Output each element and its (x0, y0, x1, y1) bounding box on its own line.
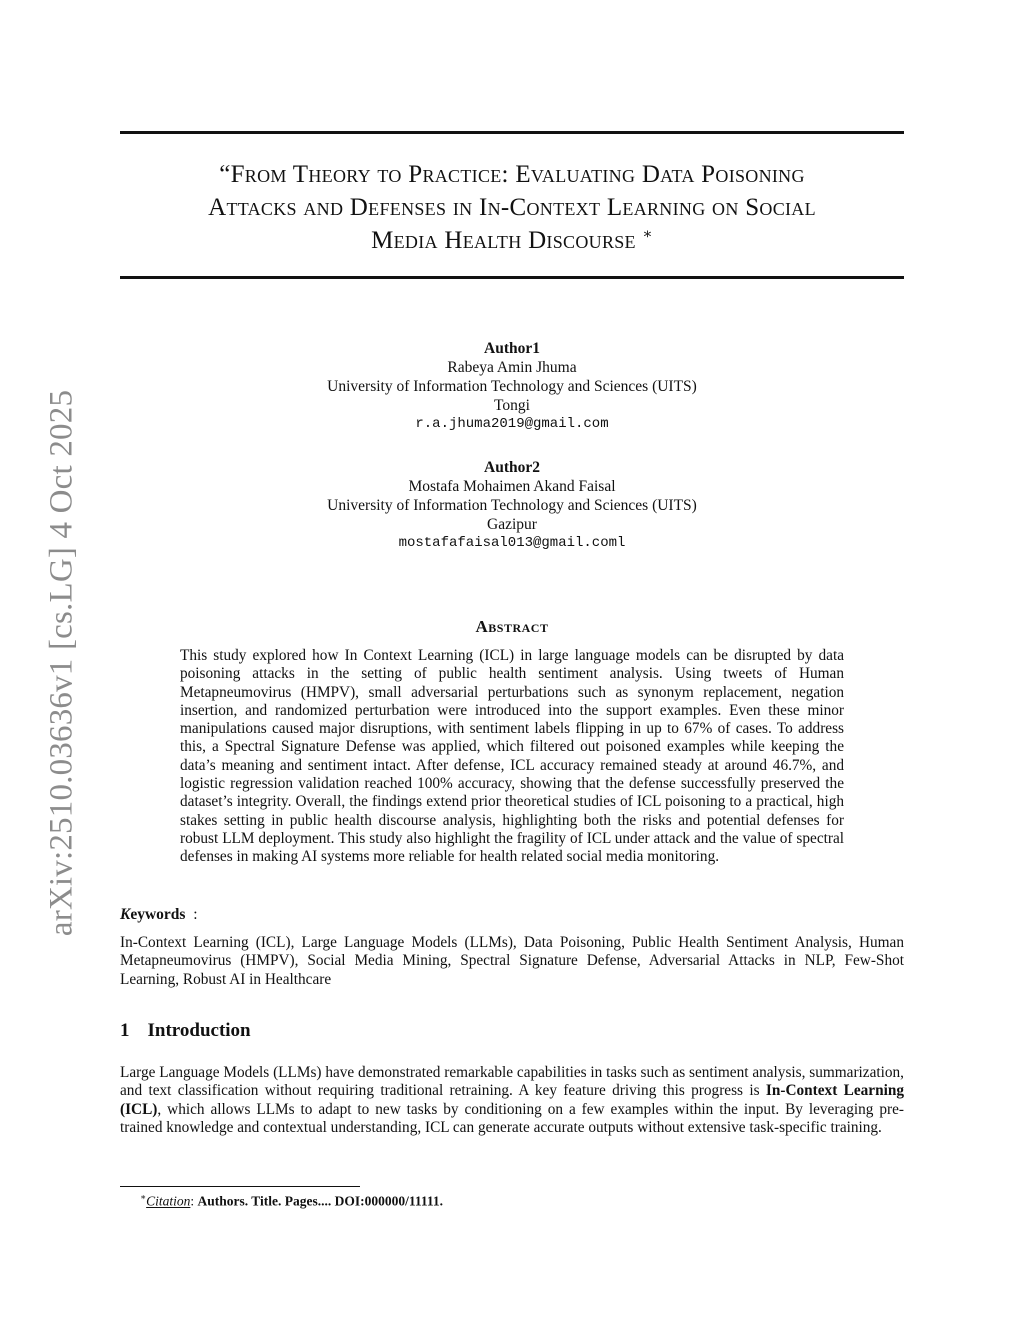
keywords-label-rest: eywords (130, 906, 186, 923)
author-name: Mostafa Mohaimen Akand Faisal (408, 478, 616, 495)
author-label: Author2 (484, 459, 540, 476)
intro-bold-term: In-Context Learning (ICL) (120, 1082, 904, 1118)
title-top-rule (120, 131, 904, 134)
footnote-marker: ∗ (140, 1192, 147, 1202)
author-location: Gazipur (487, 516, 537, 533)
intro-text-after: , which allows LLMs to adapt to new tasks by conditioning on a few examples within the input. By leveraging pre-trained knowledge and contextual understanding, ICL can generate accurate outputs without extensive task-specific training. (120, 1100, 904, 1136)
author-affiliation: University of Information Technology and Sciences (UITS) (327, 497, 697, 514)
title-footnote-marker: ∗ (642, 226, 653, 243)
footnote-colon: : (190, 1193, 198, 1209)
abstract-body: This study explored how In Context Learning (ICL) in large language models can be disrupted by data poisoning attacks in the setting of public health sentiment analysis. Using tweets of Human Metapneumovirus (HMPV), small adversarial perturbations such as synonym replacement, negation insertion, and randomized perturbation were introduced into the support examples. Even these minor manipulations caused major disruptions, with sentiment labels flipping in up to 67% of cases. To address this, a Spectral Signature Defense was applied, which filtered out poisoned examples while keeping the data’s meaning and sentiment intact. After defense, ICL accuracy remained steady at around 46.7%, and logistic regression validation reached 100% accuracy, showing that the defense successfully preserved the dataset’s integrity. Overall, the findings extend prior theoretical studies of ICL poisoning to a practical, high stakes setting in public health discourse analysis, highlighting both the risks and potential defenses for robust LLM deployment. This study also highlight the fragility of ICL under attack and the value of spectral defenses in making AI systems more reliable for health related social media monitoring. (180, 647, 844, 866)
author-label: Author1 (484, 340, 540, 357)
author-block-1 (200, 339, 824, 434)
author-email: r.a.jhuma2019@gmail.com (415, 416, 609, 432)
author-affiliation: University of Information Technology and Sciences (UITS) (327, 378, 697, 395)
keywords-label-initial: K (120, 906, 131, 923)
author-email: mostafafaisal013@gmail.coml (398, 535, 626, 551)
arxiv-identifier-stamp: arXiv:2510.03636v1 [cs.LG] 4 Oct 2025 (43, 389, 80, 937)
author-location: Tongi (494, 397, 530, 414)
section-heading-introduction (120, 1020, 251, 1042)
abstract-heading: Abstract (475, 617, 549, 636)
author-block-2 (200, 458, 824, 553)
title-line-3: Media Health Discourse (371, 227, 636, 254)
footnote-citation-text: Authors. Title. Pages.... DOI:000000/11111. (197, 1193, 444, 1209)
footnote-rule (120, 1186, 360, 1187)
footnote-citation-label: Citation (146, 1193, 191, 1209)
keywords-list: In-Context Learning (ICL), Large Language Models (LLMs), Data Poisoning, Public Health Sentiment Analysis, Human Metapneumovirus (HMPV), Social Media Mining, Spectral Signature Defense, Adversarial Attacks in NLP, Few-Shot Learning, Robust AI in Healthcare (120, 934, 904, 988)
paper-title (120, 158, 904, 257)
title-bottom-rule (120, 276, 904, 279)
title-line-1: “From Theory to Practice: Evaluating Data Poisoning (219, 161, 805, 188)
citation-footnote (140, 1192, 443, 1210)
keywords-separator: : (193, 906, 198, 923)
intro-text-before: Large Language Models (LLMs) have demonstrated remarkable capabilities in tasks such as sentiment analysis, summarization, and text classification without requiring traditional retraining. A key feature driving this progress is (120, 1064, 904, 1100)
section-title: Introduction (147, 1020, 251, 1041)
section-number: 1 (120, 1020, 130, 1041)
author-name: Rabeya Amin Jhuma (447, 359, 577, 376)
introduction-paragraph (120, 1064, 904, 1137)
keywords-label (120, 906, 198, 924)
title-line-2: Attacks and Defenses in In-Context Learning on Social (208, 194, 816, 221)
